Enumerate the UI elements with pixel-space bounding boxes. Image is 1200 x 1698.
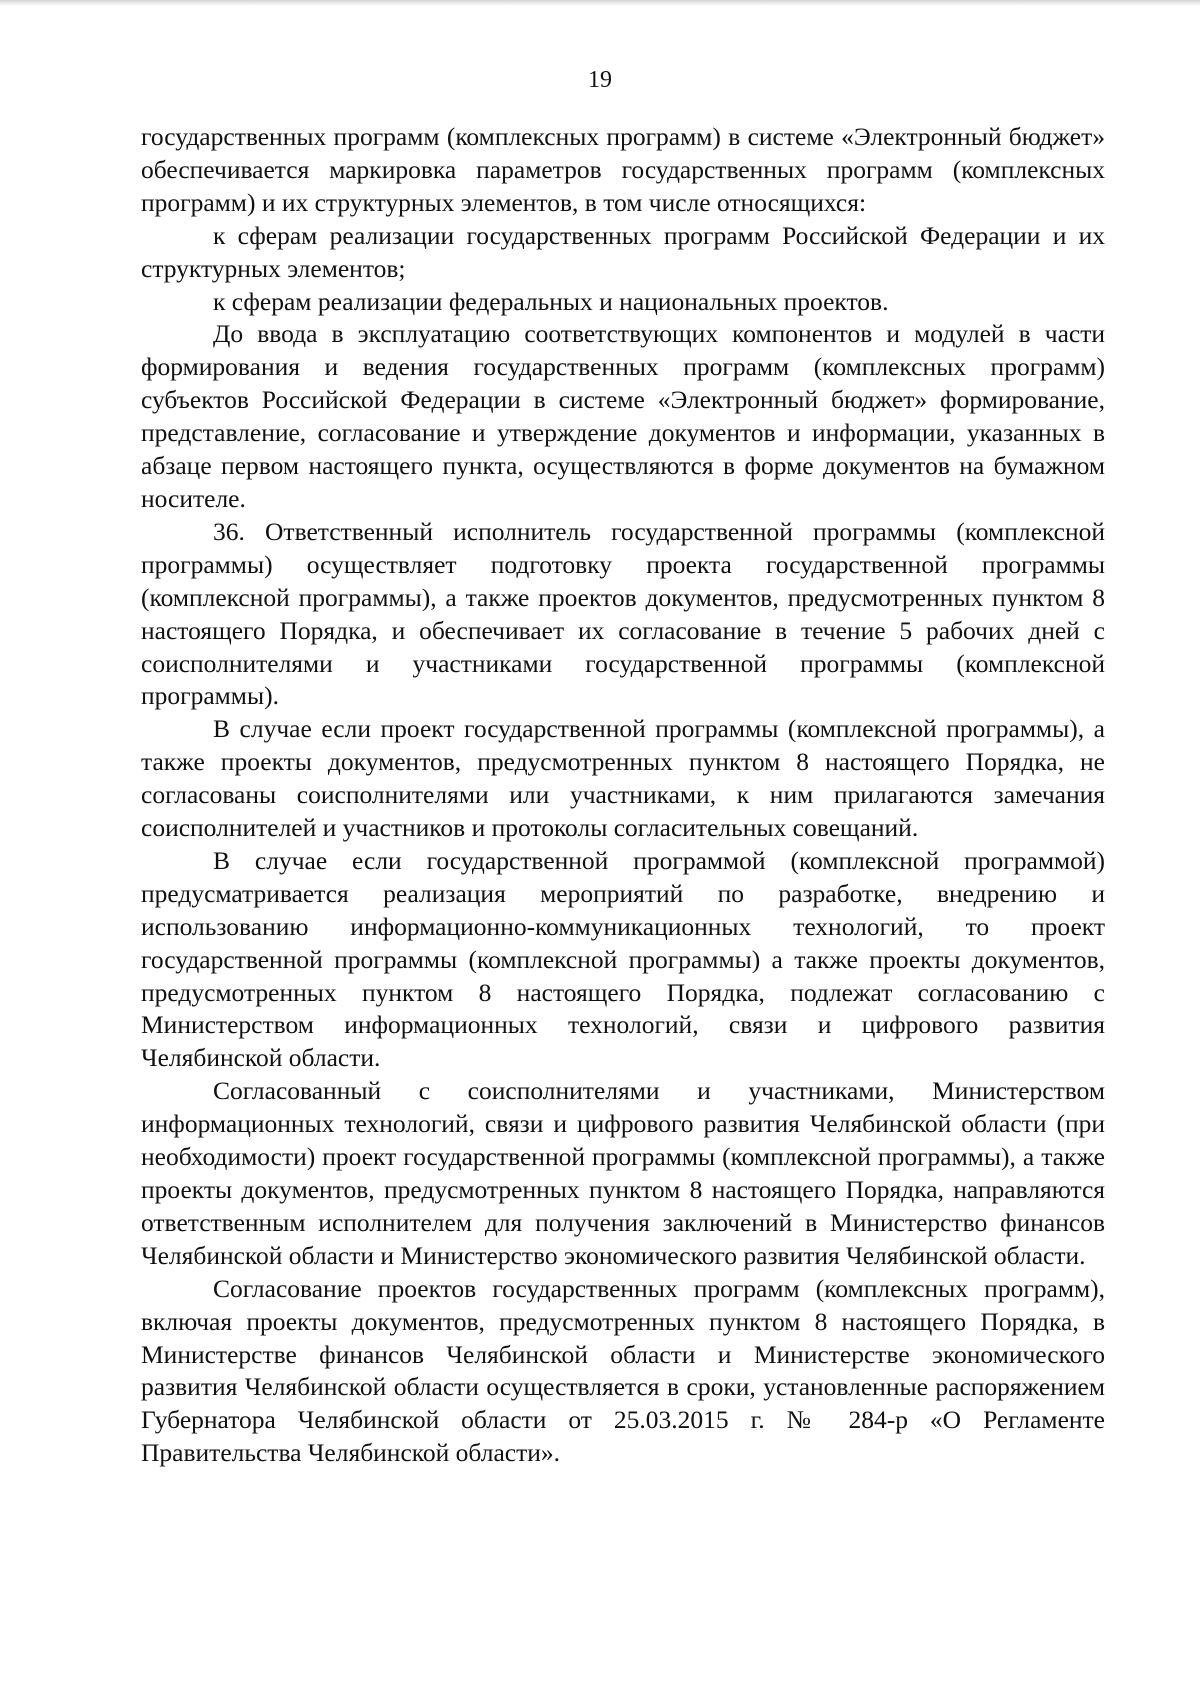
scan-edge — [0, 0, 1200, 6]
paragraph: 36. Ответственный исполнитель государственной программы (комплексной программы) осуществляет подготовку проекта государственной программы (комплексной программы), а также проектов документов, предусмотренных пунктом 8 настоящего Порядка, и обеспечивает их согласование в течение 5 рабочих дней с соисполнителями и участниками государственной программы (комплексной программы). — [141, 516, 1105, 711]
paragraph: Согласование проектов государственных программ (комплексных программ), включая проекты документов, предусмотренных пунктом 8 настоящего Порядка, в Министерстве финансов Челябинской области и Министерстве экономического развития Челябинской области осуществляется в сроки, установленные распоряжением Губернатора Челябинской области от 25.03.2015 г. № 284-р «О Регламенте Правительства Челябинской области». — [141, 1273, 1105, 1468]
paragraph: До ввода в эксплуатацию соответствующих компонентов и модулей в части формирования и ведения государственных программ (комплексных программ) субъектов Российской Федерации в системе «Электронный бюджет» формирование, представление, согласование и утверждение документов и информации, указанных в абзаце первом настоящего пункта, осуществляются в форме документов на бумажном носителе. — [141, 319, 1105, 513]
paragraph: Согласованный с соисполнителями и участниками, Министерством информационных технологий, связи и цифрового развития Челябинской области (при необходимости) проект государственной программы (комплексной программы), а также проекты документов, предусмотренных пунктом 8 настоящего Порядка, направляются ответственным исполнителем для получения заключений в Министерство финансов Челябинской области и Министерство экономического развития Челябинской области. — [141, 1076, 1105, 1270]
page-number: 19 — [588, 67, 612, 93]
document-body — [141, 121, 1105, 1470]
paragraph: к сферам реализации государственных программ Российской Федерации и их структурных элементов; — [141, 220, 1105, 283]
paragraph: В случае если проект государственной программы (комплексной программы), а также проекты документов, предусмотренных пунктом 8 настоящего Порядка, не согласованы соисполнителями или участниками, к ним прилагаются замечания соисполнителей и участников и протоколы согласительных совещаний. — [141, 714, 1105, 843]
paragraph: В случае если государственной программой (комплексной программой) предусматривается реализация мероприятий по разработке, внедрению и использованию информационно-коммуникационных технологий, то проект государственной программы (комплексной программы) а также проекты документов, предусмотренных пунктом 8 настоящего Порядка, подлежат согласованию с Министерством информационных технологий, связи и цифрового развития Челябинской области. — [141, 845, 1105, 1073]
paragraph: к сферам реализации федеральных и национальных проектов. — [213, 286, 889, 316]
paragraph: государственных программ (комплексных программ) в системе «Электронный бюджет» обеспечивается маркировка параметров государственных программ (комплексных программ) и их структурных элементов, в том числе относящихся: — [141, 122, 1105, 217]
